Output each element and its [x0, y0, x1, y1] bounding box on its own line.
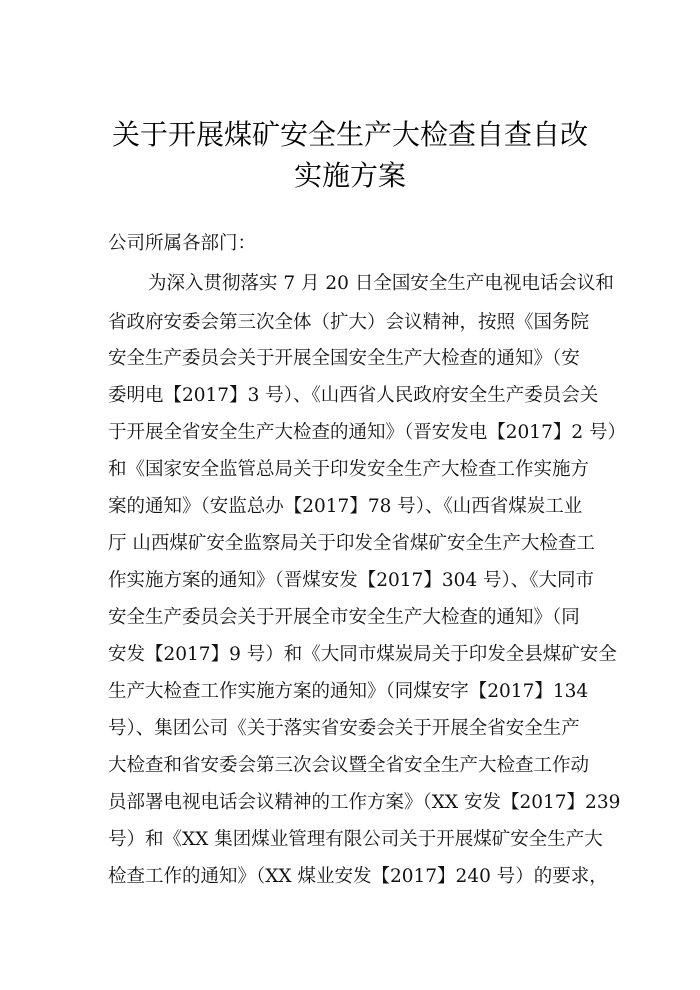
body-line: 厅 山西煤矿安全监察局关于印发全省煤矿安全生产大检查工 [108, 533, 595, 554]
body-line: 于开展全省安全生产大检查的通知》（晋安发电【2017】2 号） [108, 422, 626, 443]
body-line: 作实施方案的通知》（晋煤安发【2017】304 号）、《大同市 [108, 570, 595, 591]
body-line: 安全生产委员会关于开展全国安全生产大检查的通知》（安 [108, 348, 580, 369]
body-line: 案的通知》（安监总办【2017】78 号）、《山西省煤炭工业 [108, 496, 583, 517]
body-line: 为深入贯彻落实 7 月 20 日全国安全生产电视电话会议和 [148, 273, 614, 294]
body-line: 大检查和省安委会第三次会议暨全省安全生产大检查工作动 [108, 755, 590, 776]
body-line: 号）和《XX 集团煤业管理有限公司关于开展煤矿安全生产大 [108, 829, 603, 850]
body-line: 号）、集团公司《关于落实省安委会关于开展全省安全生产 [108, 718, 580, 739]
body-line: 生产大检查工作实施方案的通知》（同煤安字【2017】134 [108, 681, 589, 702]
body-line: 员部署电视电话会议精神的工作方案》（XX 安发【2017】239 [108, 792, 621, 813]
body-line: 省政府安委会第三次全体（扩大）会议精神，按照《国务院 [108, 312, 590, 333]
body-line: 检查工作的通知》（XX 煤业安发【2017】240 号）的要求， [108, 866, 608, 887]
document-title-line-1: 关于开展煤矿安全生产大检查自查自改 [111, 118, 588, 151]
salutation: 公司所属各部门： [108, 233, 257, 254]
document-title-line-2: 实施方案 [293, 159, 406, 192]
body-line: 委明电【2017】3 号）、《山西省人民政府安全生产委员会关 [108, 385, 599, 406]
body-line: 安发【2017】9 号）和《大同市煤炭局关于印发全县煤矿安全 [108, 644, 617, 665]
body-line: 和《国家安全监管总局关于印发安全生产大检查工作实施方 [108, 459, 590, 480]
body-line: 安全生产委员会关于开展全市安全生产大检查的通知》（同 [108, 607, 580, 628]
